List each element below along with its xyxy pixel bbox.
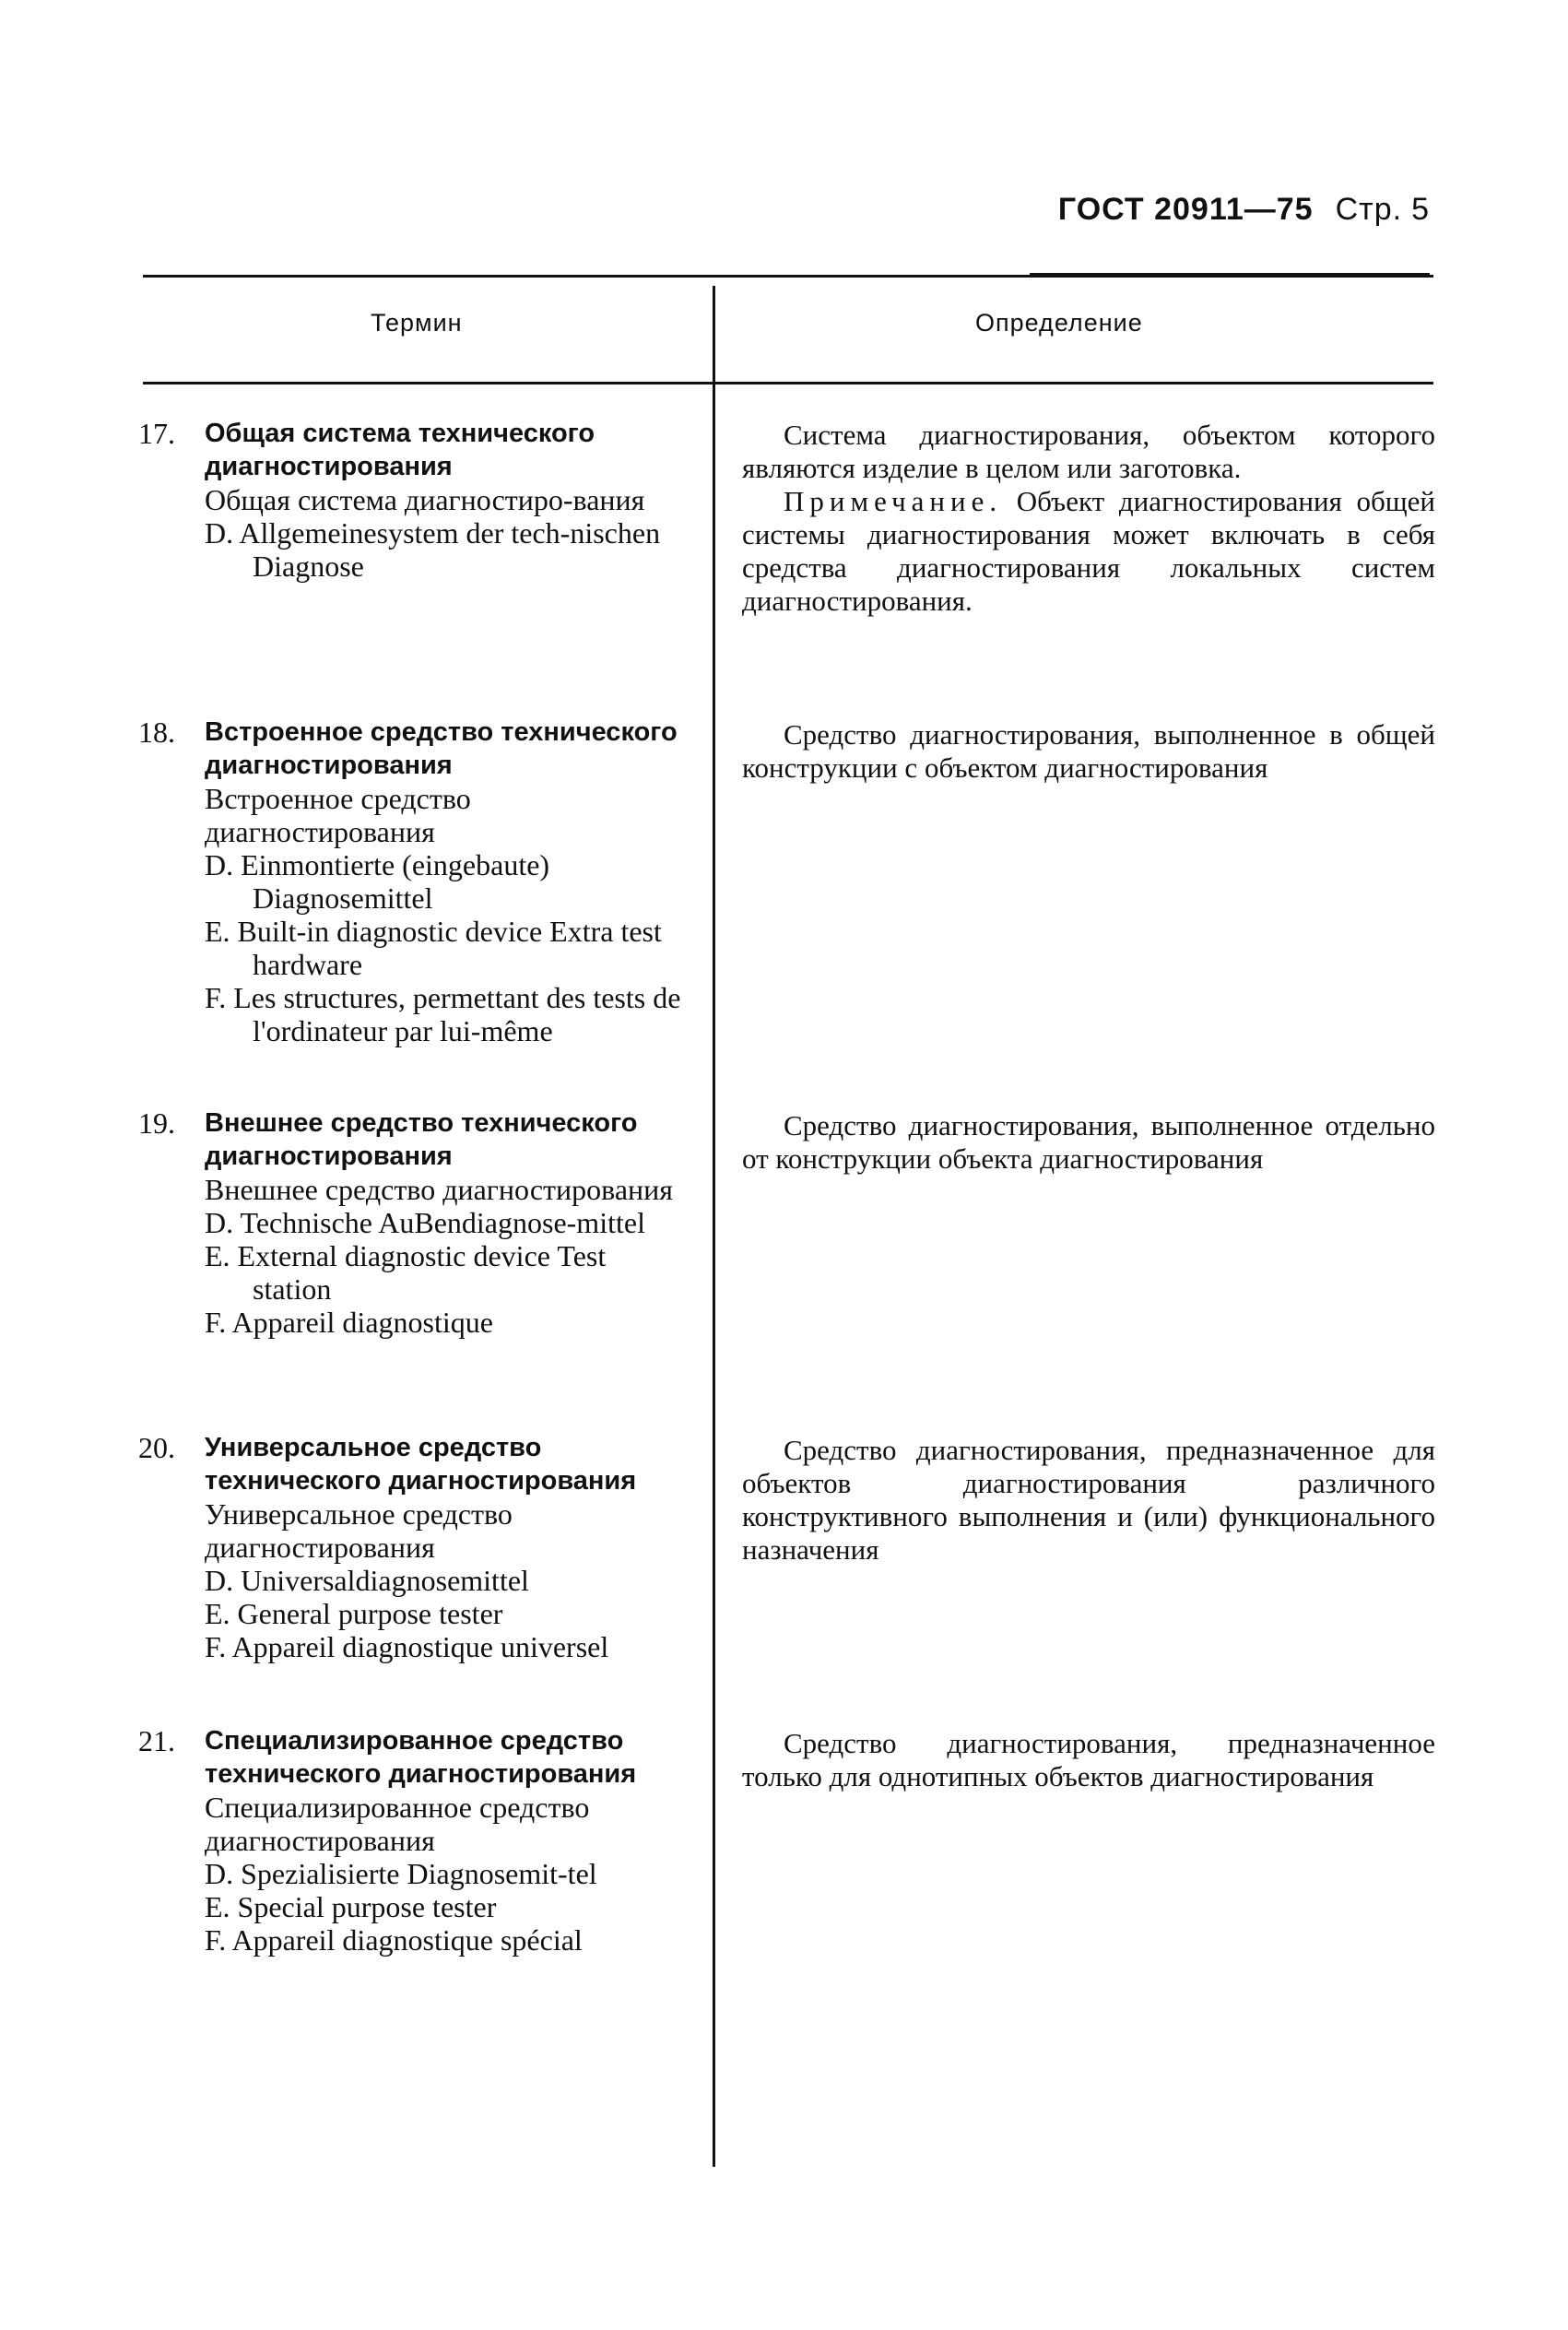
term-title: Встроенное средство технического диагностирования <box>205 717 678 780</box>
definition-text: Средство диагностирования, выполненное отдельно от конструкции объекта диагностирования <box>742 1109 1435 1175</box>
foreign-term-f: F. Appareil diagnostique spécial <box>205 1923 583 1957</box>
table-head-rule <box>143 382 1433 384</box>
term-entry-18 <box>138 716 691 1047</box>
definition-20 <box>742 1434 1435 1567</box>
foreign-equivalents <box>205 848 691 1047</box>
foreign-term-e: E. General purpose tester <box>205 1597 503 1630</box>
definition-21 <box>742 1727 1435 1793</box>
term-entry-17 <box>138 417 691 583</box>
foreign-equivalents <box>205 516 691 583</box>
note-label: Примечание. <box>784 485 1003 517</box>
term-short: Внешнее средство диагностирования <box>205 1173 674 1206</box>
foreign-equivalents <box>205 1857 691 1957</box>
term-number: 18. <box>138 716 175 749</box>
definition-19 <box>742 1109 1435 1176</box>
foreign-term-d: D. Universaldiagnosemittel <box>205 1564 529 1597</box>
term-entry-20 <box>138 1431 691 1663</box>
term-number: 20. <box>138 1431 175 1464</box>
term-short: Встроенное средство диагностирования <box>205 782 471 848</box>
foreign-term-e: E. External diagnostic device Test station <box>205 1239 607 1306</box>
definition-text: Система диагностирования, объектом которого являются изделие в целом или заготовка. <box>742 419 1435 484</box>
foreign-term-d: D. Allgemeinesystem der tech-nischen Diagnose <box>205 516 661 583</box>
column-head-term: Термин <box>371 309 463 337</box>
foreign-term-d: D. Technische AuBendiagnose-mittel <box>205 1206 645 1239</box>
term-short: Специализированное средство диагностирования <box>205 1791 590 1857</box>
note-text: Объект диагностирования общей системы диагностирования может включать в себя средства диагностирования локальных систем диагностирования. <box>742 485 1436 617</box>
foreign-term-f: F. Appareil diagnostique <box>205 1306 493 1339</box>
definition-note <box>742 485 1435 618</box>
term-entry-19 <box>138 1106 691 1339</box>
foreign-equivalents <box>205 1206 691 1339</box>
term-short: Универсальное средство диагностирования <box>205 1497 513 1564</box>
foreign-equivalents <box>205 1564 691 1663</box>
page-header <box>1058 192 1430 228</box>
standard-number: ГОСТ 20911—75 <box>1057 192 1314 227</box>
term-number: 21. <box>138 1724 175 1757</box>
term-short: Общая система диагностиро-вания <box>205 483 645 516</box>
foreign-term-e: E. Special purpose tester <box>205 1890 497 1923</box>
foreign-term-f: F. Appareil diagnostique universel <box>205 1630 609 1663</box>
definition-text: Средство диагностирования, выполненное в общей конструкции с объектом диагностирования <box>742 718 1435 784</box>
term-title: Внешнее средство технического диагностирования <box>205 1108 638 1171</box>
definition-text: Средство диагностирования, предназначенное для объектов диагностирования различного конструктивного выполнения и (или) функционального назначения <box>742 1434 1435 1566</box>
definition-18 <box>742 718 1435 785</box>
term-title: Универсальное средство технического диагностирования <box>205 1433 637 1496</box>
page-number: 5 <box>1411 192 1430 227</box>
foreign-term-f: F. Les structures, permettant des tests de l'ordinateur par lui-même <box>205 981 681 1047</box>
column-head-definition: Определение <box>975 309 1143 337</box>
foreign-term-d: D. Spezialisierte Diagnosemit-tel <box>205 1857 597 1890</box>
term-title: Общая система технического диагностирования <box>205 419 595 481</box>
foreign-term-e: E. Built-in diagnostic device Extra test hardware <box>205 915 662 981</box>
table-top-rule <box>143 275 1433 278</box>
foreign-term-d: D. Einmontierte (eingebaute) Diagnosemittel <box>205 848 550 915</box>
definition-17 <box>742 419 1435 618</box>
definition-text: Средство диагностирования, предназначенное только для однотипных объектов диагностирования <box>742 1727 1435 1792</box>
term-title: Специализированное средство технического диагностирования <box>205 1726 637 1789</box>
term-number: 17. <box>138 417 175 450</box>
term-entry-21 <box>138 1724 691 1957</box>
page-label: Стр. <box>1335 192 1403 227</box>
column-divider <box>713 286 715 2167</box>
term-number: 19. <box>138 1106 175 1140</box>
